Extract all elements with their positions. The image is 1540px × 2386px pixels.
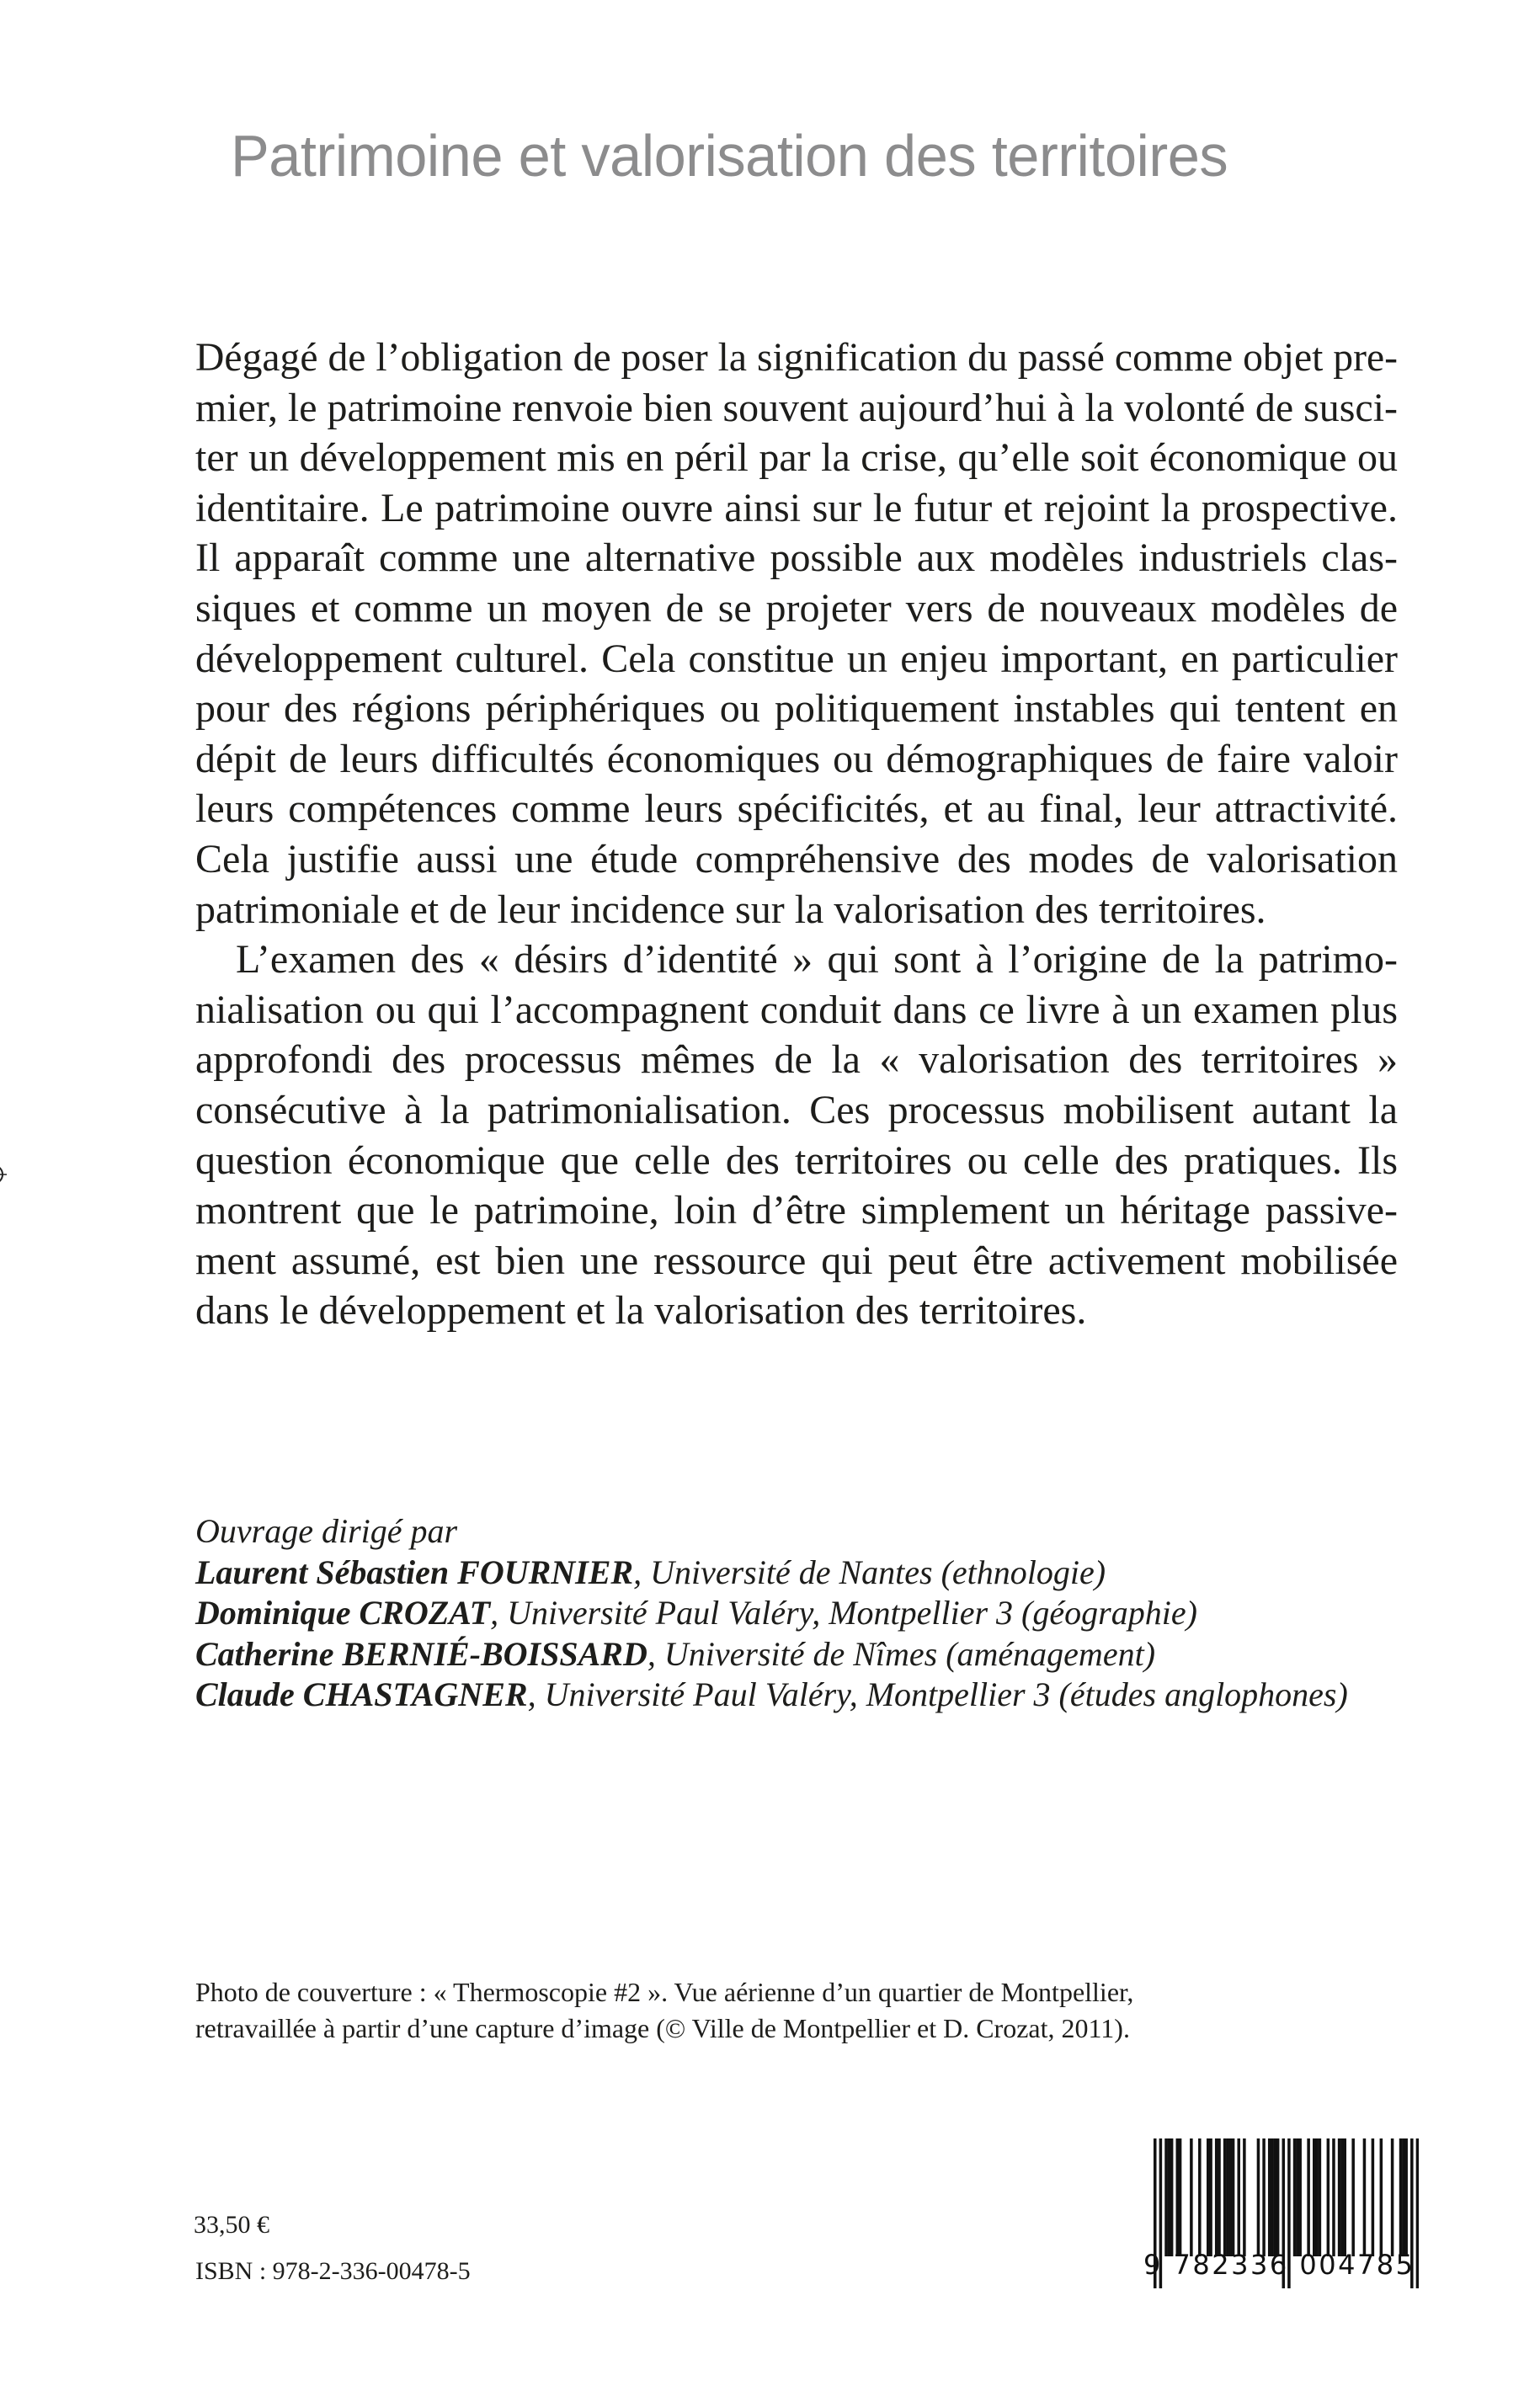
editor-entry	[195, 1634, 1458, 1675]
text-line: mier, le patrimoine renvoie bien souvent aujourd’hui à la volonté de susci-	[195, 385, 1398, 430]
barcode-digits: 9 782336 004785	[1143, 2249, 1415, 2281]
editor-name: Catherine BERNIÉ-BOISSARD	[195, 1634, 647, 1673]
text-line: question économique que celle des territoires ou celle des pratiques. Ils	[195, 1137, 1398, 1183]
text-line: Il apparaît comme une alternative possible aux modèles industriels clas-	[195, 535, 1398, 581]
photo-credit	[195, 1974, 1290, 2047]
isbn: ISBN : 978-2-336-00478-5	[195, 2257, 471, 2285]
credit-line: retravaillée à partir d’une capture d’image (© Ville de Montpellier et D. Crozat, 2011).	[195, 2013, 1130, 2043]
text-line: montrent que le patrimoine, loin d’être simplement un héritage passive-	[195, 1188, 1398, 1233]
text-line: développement culturel. Cela constitue un enjeu important, en particulier	[195, 636, 1398, 681]
text-line: consécutive à la patrimonialisation. Ces processus mobilisent autant la	[195, 1087, 1398, 1132]
editor-affiliation: , Université de Nantes (ethnologie)	[633, 1552, 1106, 1591]
editor-name: Claude CHASTAGNER	[195, 1675, 528, 1713]
price: 33,50 €	[194, 2211, 269, 2239]
text-line: dépit de leurs difficultés économiques ou démographiques de faire valoir	[195, 736, 1398, 781]
editor-name: Laurent Sébastien FOURNIER	[195, 1552, 634, 1591]
editor-entry	[195, 1593, 1458, 1634]
text-line: siques et comme un moyen de se projeter vers de nouveaux modèles de	[195, 585, 1398, 631]
text-line: Cela justifie aussi une étude compréhensive des modes de valorisation	[195, 836, 1398, 881]
paragraph-2	[195, 935, 1398, 1336]
editors-block	[195, 1511, 1458, 1716]
text-line: L’examen des « désirs d’identité » qui sont à l’origine de la patrimo-	[236, 937, 1398, 983]
text-line: leurs compétences comme leurs spécificités, et au final, leur attractivité.	[195, 786, 1398, 832]
text-line: identitaire. Le patrimoine ouvre ainsi sur le futur et rejoint la prospective.	[195, 485, 1398, 530]
editor-affiliation: , Université Paul Valéry, Montpellier 3 (géographie)	[490, 1594, 1197, 1632]
editor-affiliation: , Université de Nîmes (aménagement)	[647, 1634, 1156, 1673]
editor-name: Dominique CROZAT	[195, 1594, 491, 1632]
text-line: approfondi des processus mêmes de la « valorisation des territoires »	[195, 1037, 1398, 1083]
editors-intro: Ouvrage dirigé par	[195, 1512, 458, 1550]
editor-entry	[195, 1675, 1458, 1716]
text-line: nialisation ou qui l’accompagnent conduit dans ce livre à un examen plus	[195, 987, 1398, 1032]
text-line: ment assumé, est bien une ressource qui peut être activement mobilisée	[195, 1238, 1398, 1283]
credit-line: Photo de couverture : « Thermoscopie #2 ». Vue aérienne d’un quartier de Montpellier,	[195, 1977, 1134, 2007]
text-line: patrimoniale et de leur incidence sur la valorisation des territoires.	[195, 887, 1266, 932]
text-line: pour des régions périphériques ou politiquement instables qui tentent en	[195, 686, 1398, 732]
blurb	[195, 333, 1398, 1336]
text-line: Dégagé de l’obligation de poser la signification du passé comme objet pre-	[195, 335, 1398, 380]
paragraph-1	[195, 333, 1398, 935]
editor-affiliation: , Université Paul Valéry, Montpellier 3 (études anglophones)	[527, 1675, 1348, 1713]
text-line: dans le développement et la valorisation des territoires.	[195, 1288, 1087, 1334]
editor-entry	[195, 1552, 1458, 1594]
registration-mark-icon	[0, 1164, 8, 1185]
text-line: ter un développement mis en péril par la crise, qu’elle soit économique ou	[195, 435, 1398, 481]
book-title: Patrimoine et valorisation des territoires	[231, 123, 1228, 189]
